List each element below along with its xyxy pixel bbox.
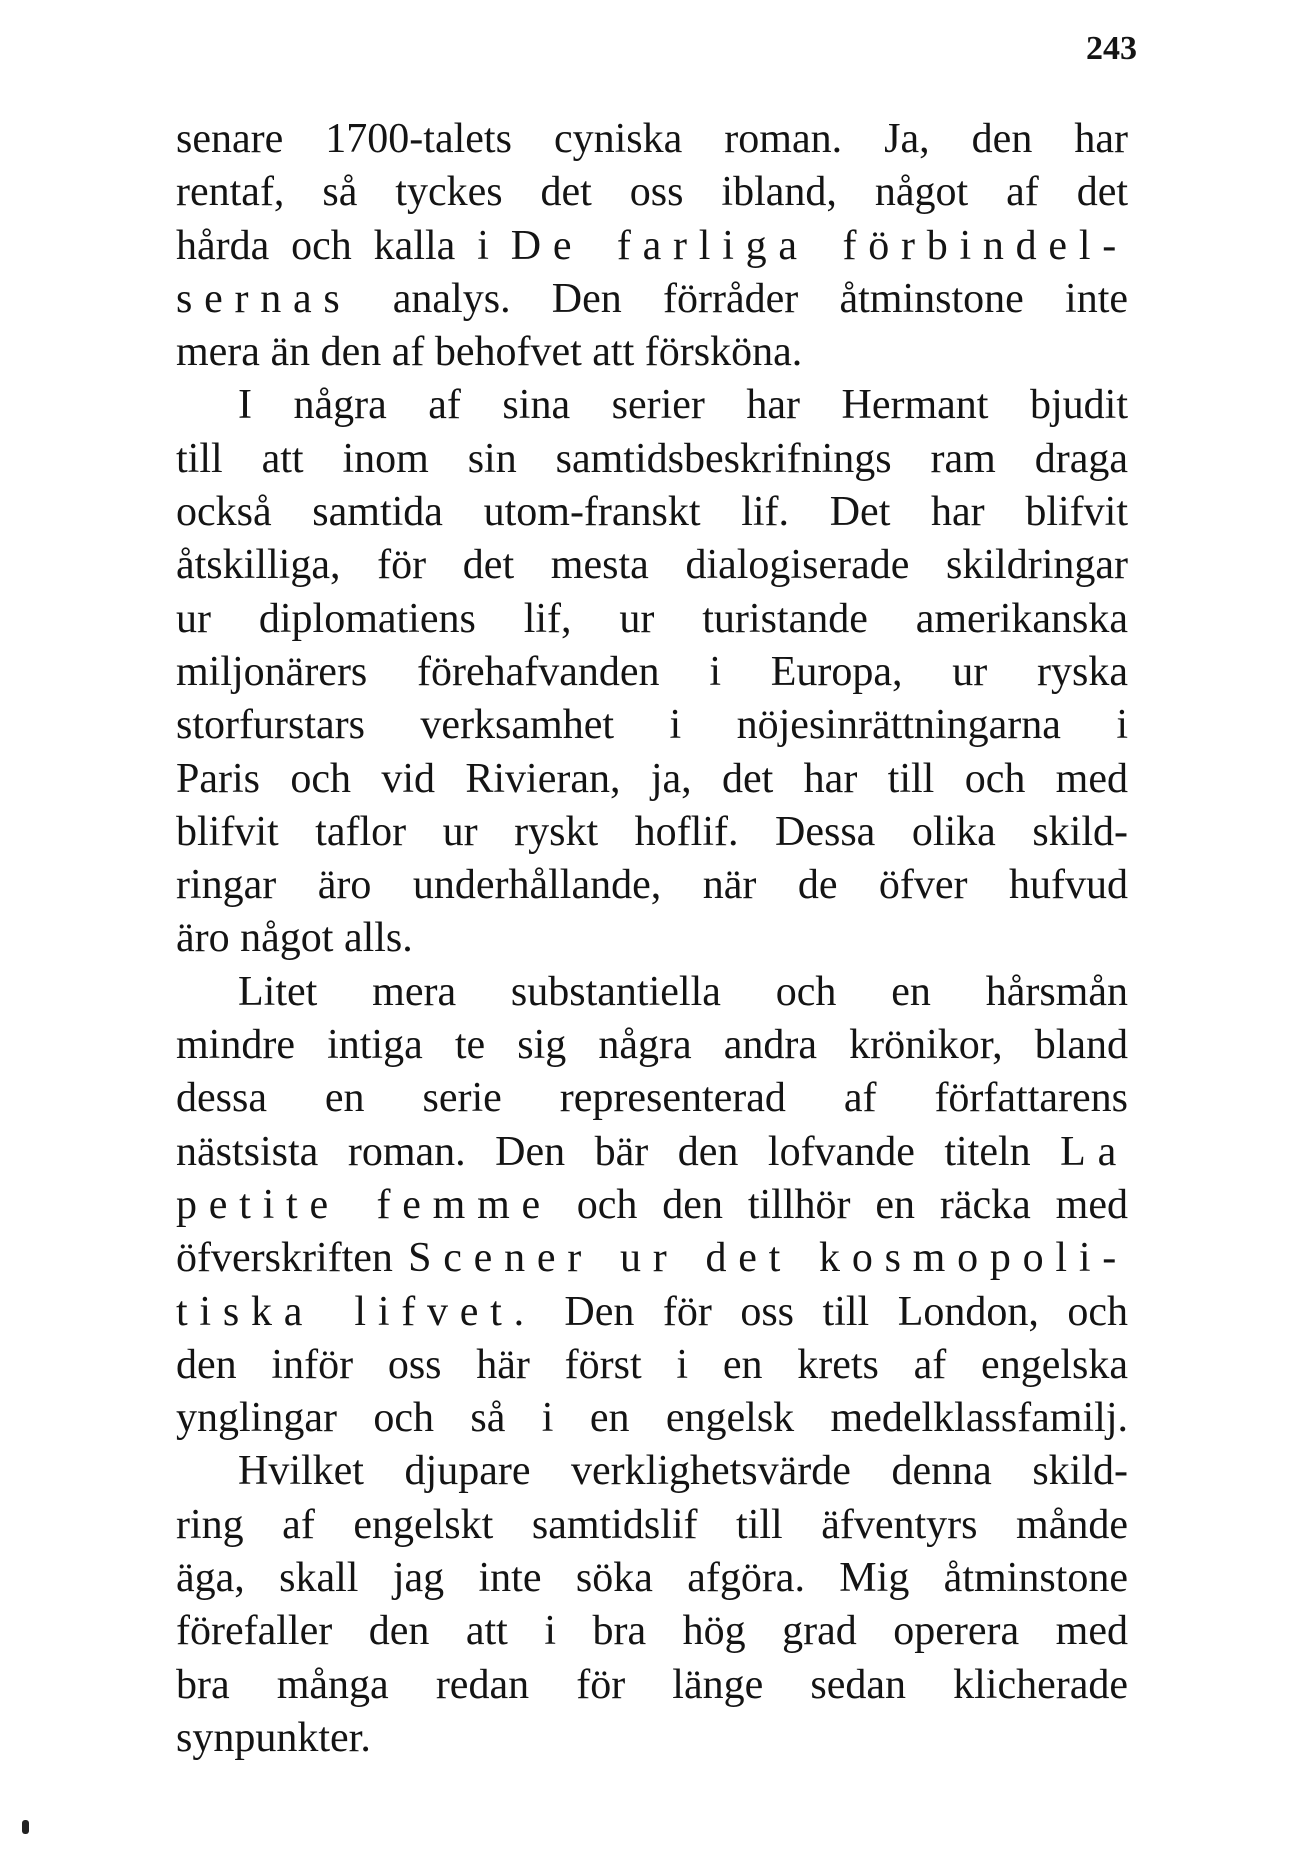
text-line (176, 220, 1128, 273)
text-segment: öfverskriften (176, 1235, 409, 1282)
spaced-title-text: De farliga förbindel- (510, 222, 1129, 269)
text-line (176, 1126, 1128, 1179)
text-segment: åtskilliga, för det mesta dialogiserade skildringar (176, 542, 1128, 589)
spaced-title-text: petite femme (176, 1181, 552, 1228)
text-line (176, 1605, 1128, 1658)
text-segment: senare 1700-talets cyniska roman. Ja, den har (176, 116, 1128, 162)
text-segment: synpunkter. (176, 1714, 371, 1761)
body-text (176, 113, 1128, 1765)
text-line (176, 326, 1128, 379)
text-segment: I några af sina serier har Hermant bjudit (238, 382, 1128, 429)
text-line (176, 539, 1128, 592)
text-line (176, 1552, 1128, 1605)
text-segment: den inför oss här först i en krets af engelska (176, 1341, 1128, 1388)
text-segment: ur diplomatiens lif, ur turistande amerikanska (176, 595, 1128, 642)
text-line (176, 1232, 1128, 1285)
text-line (176, 966, 1128, 1019)
text-line (176, 699, 1128, 752)
page-number: 243 (1086, 30, 1137, 67)
text-segment: Paris och vid Rivieran, ja, det har till och med (176, 755, 1128, 802)
text-segment: till att inom sin samtidsbeskrifnings ram draga (176, 435, 1128, 482)
scan-edge-mark (22, 1820, 29, 1834)
text-line (176, 753, 1128, 806)
text-line (176, 1445, 1128, 1498)
text-segment: Den för oss till London, och (535, 1288, 1129, 1335)
text-line (176, 1712, 1128, 1765)
text-segment: Hvilket djupare verklighetsvärde denna skild- (238, 1448, 1128, 1495)
text-line (176, 593, 1128, 646)
text-segment: nästsista roman. Den bär den lofvande titeln (176, 1128, 1061, 1175)
text-line (176, 166, 1128, 219)
text-line (176, 1499, 1128, 1552)
text-line (176, 379, 1128, 432)
spaced-title-text: Scener ur det kosmopoli- (408, 1235, 1128, 1282)
text-segment: miljonärers förehafvanden i Europa, ur ryska (176, 648, 1128, 695)
text-segment: också samtida utom-franskt lif. Det har blifvit (176, 489, 1128, 536)
text-segment: bra många redan för länge sedan klicherade (176, 1661, 1128, 1708)
text-segment: analys. Den förråder åtminstone inte (351, 275, 1128, 322)
text-segment: Litet mera substantiella och en hårsmån (238, 968, 1128, 1015)
text-line (176, 1179, 1128, 1232)
text-line (176, 1019, 1128, 1072)
text-line (176, 1659, 1128, 1712)
text-segment: ring af engelskt samtidslif till äfventyrs månde (176, 1501, 1128, 1548)
text-line (176, 806, 1128, 859)
text-segment: rentaf, så tyckes det oss ibland, något af det (176, 169, 1128, 216)
text-line (176, 859, 1128, 912)
text-line (176, 1072, 1128, 1125)
text-line (176, 912, 1128, 965)
text-segment: mindre intiga te sig några andra krönikor, bland (176, 1022, 1128, 1069)
text-line (176, 486, 1128, 539)
text-line (176, 433, 1128, 486)
text-line (176, 273, 1128, 326)
text-line (176, 646, 1128, 699)
text-line (176, 113, 1128, 166)
text-segment: förefaller den att i bra hög grad operera med (176, 1608, 1128, 1655)
text-line (176, 1339, 1128, 1392)
text-segment: dessa en serie representerad af författarens (176, 1075, 1128, 1122)
text-line (176, 1286, 1128, 1339)
spaced-title-text: La (1060, 1128, 1128, 1175)
text-segment: ringar äro underhållande, när de öfver hufvud (176, 862, 1128, 909)
spaced-title-text: tiska lifvet. (176, 1288, 536, 1335)
text-segment: äga, skall jag inte söka afgöra. Mig åtminstone (176, 1555, 1128, 1602)
text-segment: och den tillhör en räcka med (551, 1181, 1128, 1228)
text-segment: storfurstars verksamhet i nöjesinrättningarna i (176, 702, 1128, 749)
text-segment: hårda och kalla i (176, 222, 511, 269)
text-segment: ynglingar och så i en engelsk medelklassfamilj. (176, 1395, 1128, 1442)
text-segment: mera än den af behofvet att försköna. (176, 329, 803, 376)
text-segment: äro något alls. (176, 915, 413, 962)
text-segment: blifvit taflor ur ryskt hoflif. Dessa olika skild- (176, 808, 1128, 855)
text-line (176, 1392, 1128, 1445)
spaced-title-text: sernas (176, 275, 352, 322)
